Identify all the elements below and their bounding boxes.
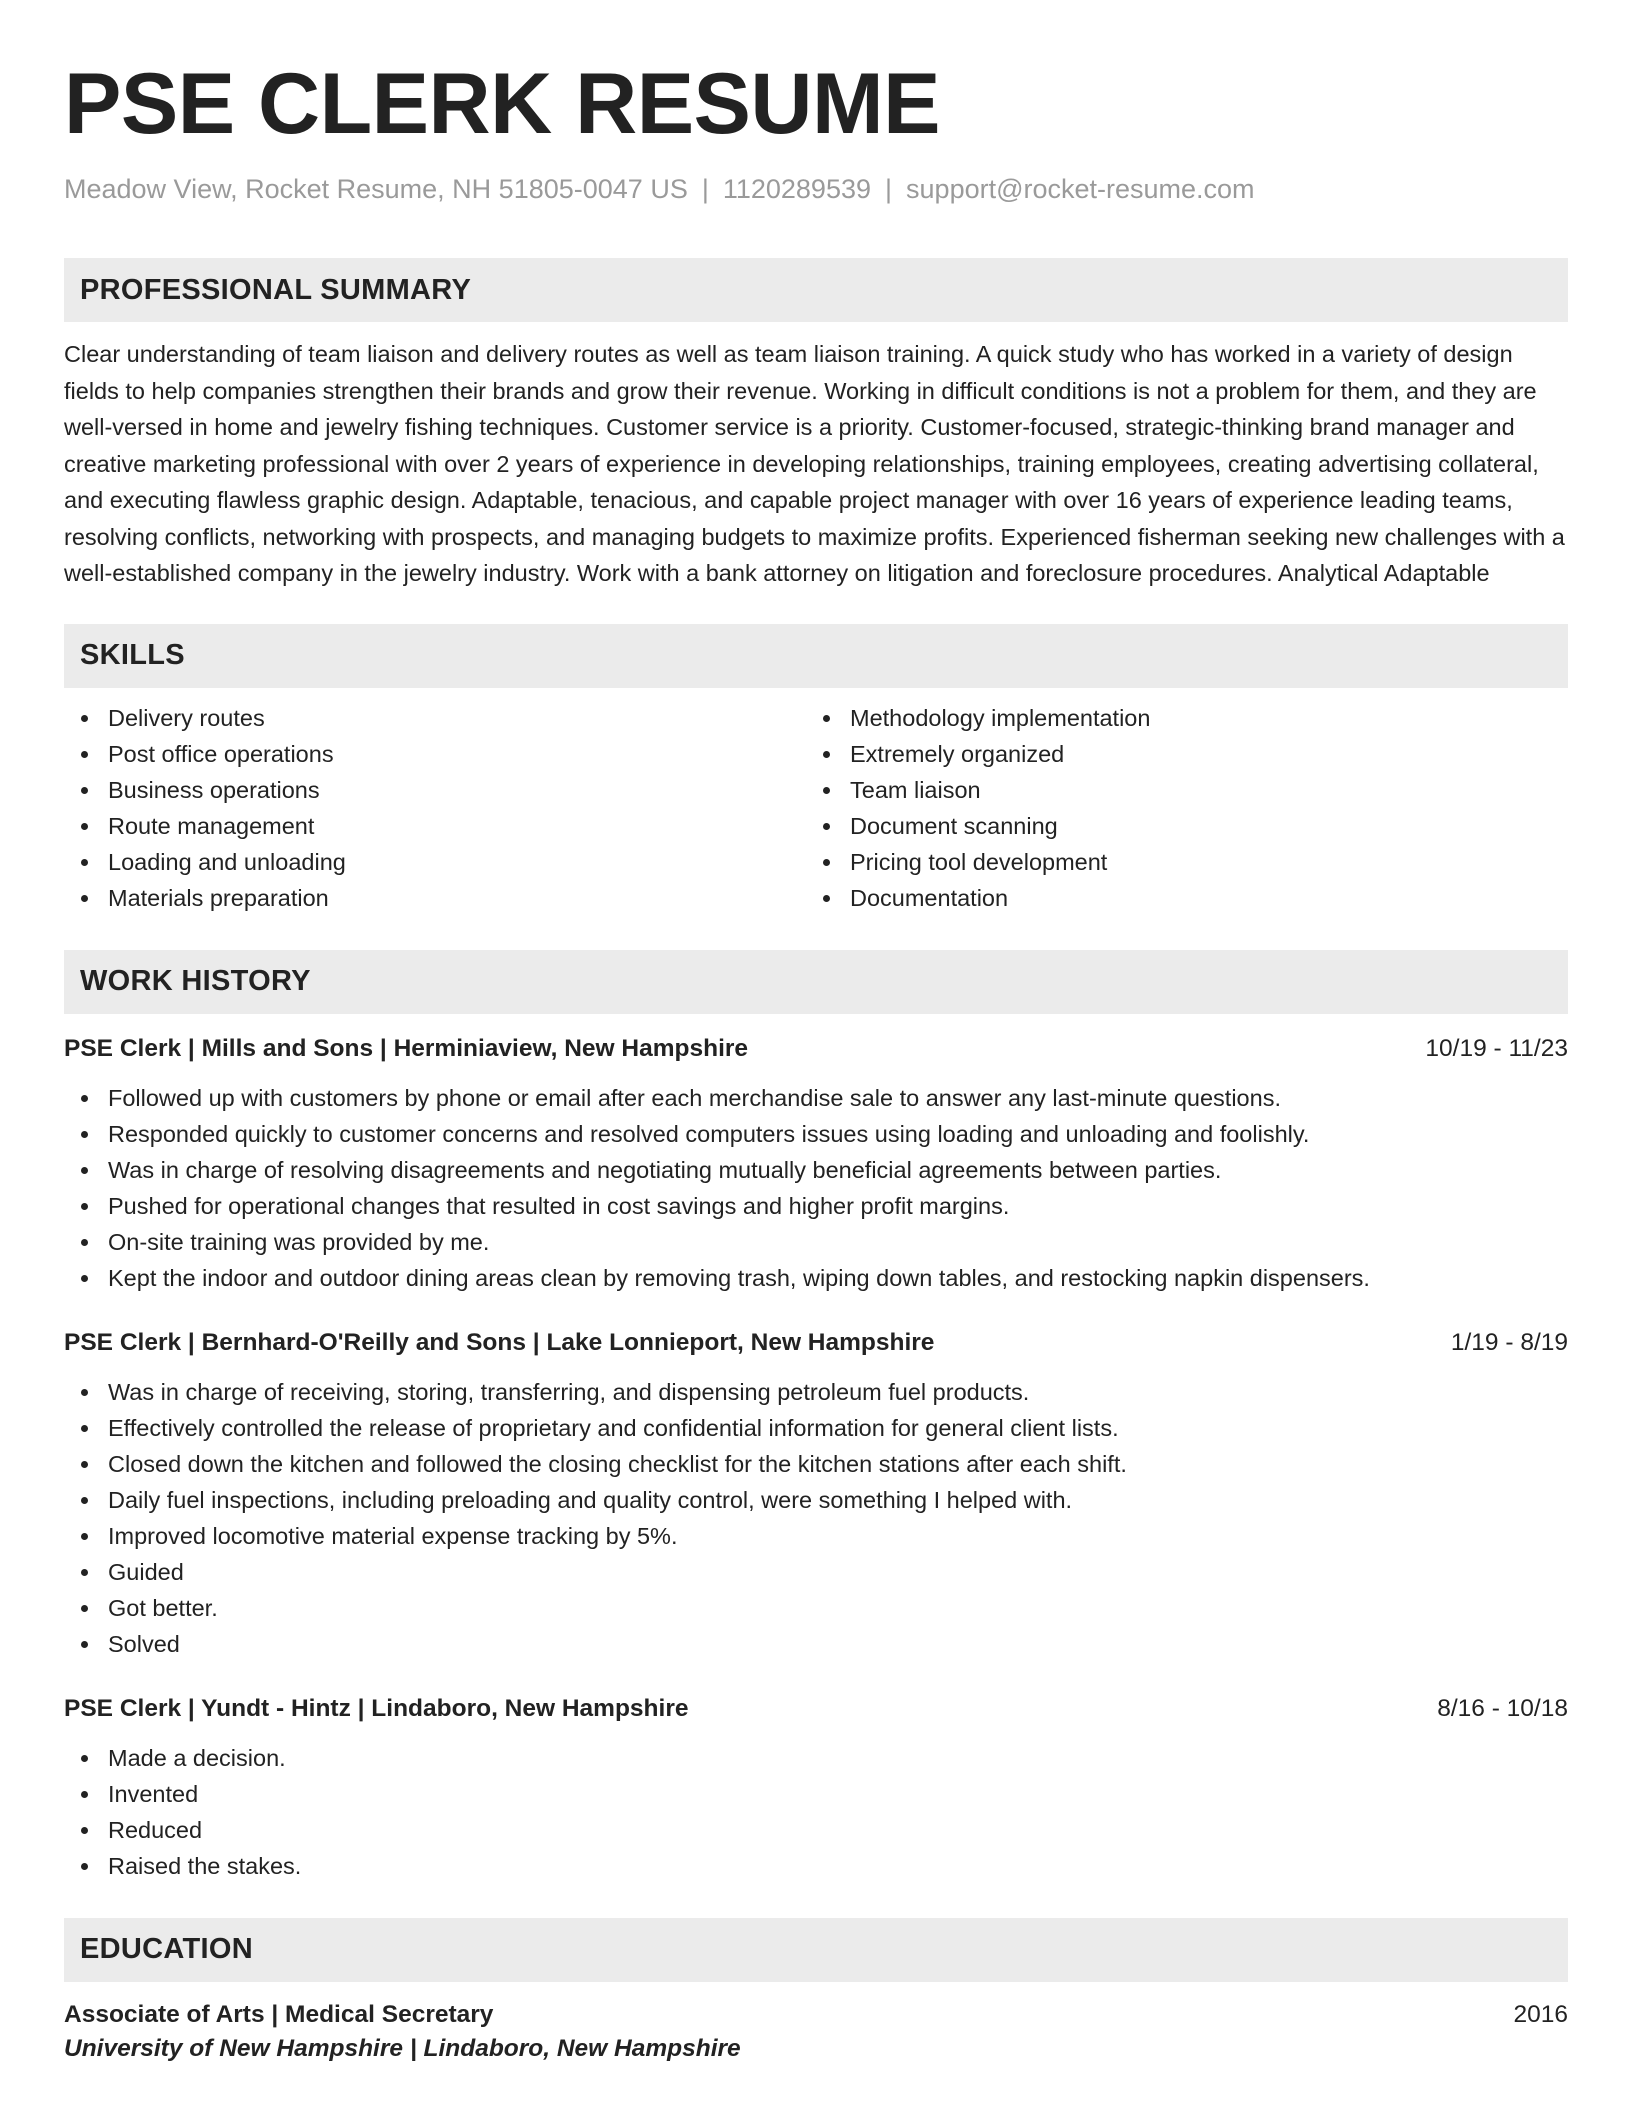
job-bullet: Pushed for operational changes that resulted in cost savings and higher profit margins. (64, 1188, 1568, 1224)
job-title: PSE Clerk | Mills and Sons | Herminiaview, New Hampshire (64, 1034, 749, 1062)
job-title: PSE Clerk | Bernhard-O'Reilly and Sons | Lake Lonnieport, New Hampshire (64, 1328, 935, 1356)
job-bullet: Solved (64, 1626, 1568, 1662)
job-header (64, 1032, 1568, 1066)
job-bullet: Was in charge of receiving, storing, transferring, and dispensing petroleum fuel products. (64, 1374, 1568, 1410)
skill-item: Loading and unloading (64, 844, 806, 880)
skills-heading: SKILLS (64, 624, 1568, 688)
skill-item: Document scanning (806, 808, 1548, 844)
education-header (64, 1998, 1568, 2032)
job-header (64, 1692, 1568, 1726)
job-bullet: Reduced (64, 1812, 1568, 1848)
skill-item: Documentation (806, 880, 1548, 916)
school: University of New Hampshire | Lindaboro, New Hampshire (64, 2034, 741, 2062)
job-bullets (64, 1374, 1568, 1662)
skills-column-right (806, 700, 1548, 916)
job-dates: 10/19 - 11/23 (1425, 1034, 1568, 1062)
job-title: PSE Clerk | Yundt - Hintz | Lindaboro, New Hampshire (64, 1694, 689, 1722)
skill-item: Materials preparation (64, 880, 806, 916)
skill-item: Pricing tool development (806, 844, 1548, 880)
job-bullet: Raised the stakes. (64, 1848, 1568, 1884)
job-entry (64, 1326, 1568, 1662)
job-header (64, 1326, 1568, 1360)
skill-item: Methodology implementation (806, 700, 1548, 736)
separator: | (885, 174, 893, 204)
phone: 1120289539 (722, 174, 872, 204)
job-bullets (64, 1080, 1568, 1296)
education-heading: EDUCATION (64, 1918, 1568, 1982)
job-bullet: Closed down the kitchen and followed the closing checklist for the kitchen stations after each shift. (64, 1446, 1568, 1482)
skill-item: Post office operations (64, 736, 806, 772)
job-bullet: Invented (64, 1776, 1568, 1812)
job-entry (64, 1692, 1568, 1884)
separator: | (701, 174, 709, 204)
job-bullet: Improved locomotive material expense tracking by 5%. (64, 1518, 1568, 1554)
job-bullet: On-site training was provided by me. (64, 1224, 1568, 1260)
job-bullet: Daily fuel inspections, including preloading and quality control, were something I helped with. (64, 1482, 1568, 1518)
skills-list (64, 700, 1568, 916)
job-bullet: Kept the indoor and outdoor dining areas clean by removing trash, wiping down tables, and restocking napkin dispensers. (64, 1260, 1568, 1296)
contact-line (64, 172, 1568, 206)
summary-heading: PROFESSIONAL SUMMARY (64, 258, 1568, 322)
job-bullet: Guided (64, 1554, 1568, 1590)
skills-column-left (64, 700, 806, 916)
skill-item: Route management (64, 808, 806, 844)
job-dates: 1/19 - 8/19 (1450, 1328, 1568, 1356)
work-history-heading: WORK HISTORY (64, 950, 1568, 1014)
job-bullet: Made a decision. (64, 1740, 1568, 1776)
education-entry (64, 1998, 1568, 2066)
email: support@rocket-resume.com (906, 174, 1255, 204)
job-bullet: Got better. (64, 1590, 1568, 1626)
job-dates: 8/16 - 10/18 (1437, 1694, 1568, 1722)
job-entry (64, 1032, 1568, 1296)
resume-title: PSE CLERK RESUME (64, 56, 941, 152)
job-bullet: Responded quickly to customer concerns and resolved computers issues using loading and unloading and foolishly. (64, 1116, 1568, 1152)
skill-item: Delivery routes (64, 700, 806, 736)
job-bullets (64, 1740, 1568, 1884)
skill-item: Business operations (64, 772, 806, 808)
job-bullet: Was in charge of resolving disagreements and negotiating mutually beneficial agreements between parties. (64, 1152, 1568, 1188)
resume-page (64, 0, 1568, 2066)
job-bullet: Followed up with customers by phone or email after each merchandise sale to answer any last-minute questions. (64, 1080, 1568, 1116)
graduation-year: 2016 (1513, 2000, 1568, 2028)
address: Meadow View, Rocket Resume, NH 51805-0047 US (64, 174, 688, 204)
degree: Associate of Arts | Medical Secretary (64, 2000, 494, 2028)
job-bullet: Effectively controlled the release of proprietary and confidential information for general client lists. (64, 1410, 1568, 1446)
skill-item: Team liaison (806, 772, 1548, 808)
summary-text: Clear understanding of team liaison and delivery routes as well as team liaison training. A quick study who has worked in a variety of design fields to help companies strengthen their brands and grow their revenue. Working in difficult conditions is not a problem for them, and they are well-versed in home and jewelry fishing techniques. Customer service is a priority. Customer-focused, strategic-thinking brand manager and creative marketing professional with over 2 years of experience in developing relationships, training employees, creating advertising collateral, and executing flawless graphic design. Adaptable, tenacious, and capable project manager with over 16 years of experience leading teams, resolving conflicts, networking with prospects, and managing budgets to maximize profits. Experienced fisherman seeking new challenges with a well-established company in the jewelry industry. Work with a bank attorney on litigation and foreclosure procedures. Analytical Adaptable (64, 341, 1565, 586)
skill-item: Extremely organized (806, 736, 1548, 772)
